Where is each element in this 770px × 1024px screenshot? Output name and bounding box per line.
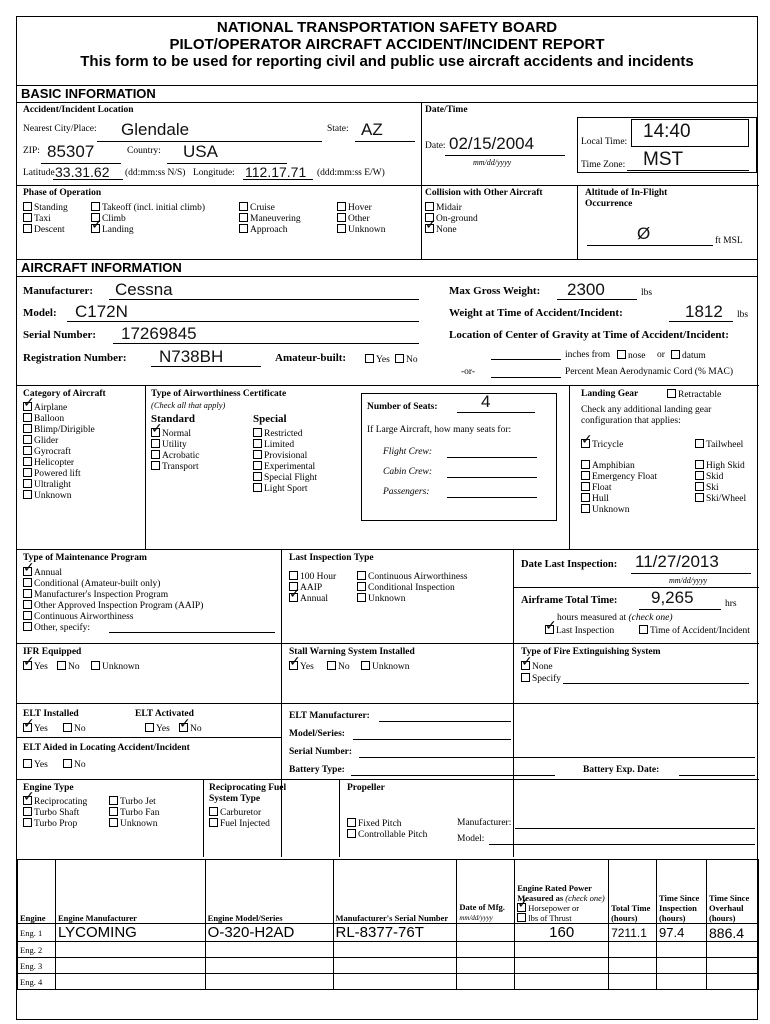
manufacturer-value[interactable]: Cessna xyxy=(115,280,173,299)
gear-amphibian[interactable]: Amphibian xyxy=(581,460,635,472)
form-header xyxy=(17,19,757,70)
prop-controllable[interactable]: Controllable Pitch xyxy=(347,829,427,841)
ifr-yes[interactable]: ✓Yes xyxy=(23,661,48,673)
gear-unknown[interactable]: Unknown xyxy=(581,504,629,516)
engine-table-header xyxy=(18,860,759,924)
recip-label: Reciprocating Fuel xyxy=(209,783,287,793)
mgw-unit: lbs xyxy=(641,288,653,298)
category-glider[interactable]: Glider xyxy=(23,435,58,447)
elt-aided-label: ELT Aided in Locating Accident/Incident xyxy=(23,743,190,753)
large-aircraft-label: If Large Aircraft, how many seats for: xyxy=(367,425,512,435)
table-row: Eng. 1 LYCOMING O-320-H2AD RL-8377-76T 160 7211.1 97.4 886.4 xyxy=(18,924,759,942)
recip-fuel-injected[interactable]: Fuel Injected xyxy=(209,818,270,830)
gear-ski-wheel[interactable]: Ski/Wheel xyxy=(695,493,746,505)
amateur-label: Amateur-built: xyxy=(275,352,347,364)
altitude-label2: Occurrence xyxy=(585,199,633,209)
fire-label: Type of Fire Extinguishing System xyxy=(521,647,661,657)
weight-unit: lbs xyxy=(737,310,749,320)
header-line2: PILOT/OPERATOR AIRCRAFT ACCIDENT/INCIDENT REPORT xyxy=(169,36,605,53)
cg-inches: inches from xyxy=(565,350,611,360)
collision-on-ground[interactable]: On-ground xyxy=(425,213,478,225)
col-serial: Manufacturer's Serial Number xyxy=(333,860,457,924)
date-format: mm/dd/yyyy xyxy=(473,158,512,167)
standard-label: Standard xyxy=(151,413,196,425)
table-row: Eng. 2 xyxy=(18,942,759,958)
cg-nose[interactable]: nose xyxy=(617,350,645,362)
country-value[interactable]: USA xyxy=(183,142,218,161)
serial-value[interactable]: 17269845 xyxy=(121,324,197,343)
phase-cruise[interactable]: Cruise xyxy=(239,202,275,214)
elt-battery-exp-label: Battery Exp. Date: xyxy=(583,765,660,775)
engine-unknown[interactable]: Unknown xyxy=(109,818,157,830)
seats-value[interactable]: 4 xyxy=(481,392,491,411)
gear-hull[interactable]: Hull xyxy=(581,493,609,505)
category-helicopter[interactable]: Helicopter xyxy=(23,457,74,469)
location-label: Accident/Incident Location xyxy=(23,105,134,115)
state-label: State: xyxy=(327,124,349,134)
insp-annual[interactable]: ✓Annual xyxy=(289,593,328,605)
date-value[interactable]: 02/15/2004 xyxy=(449,134,535,153)
special-restricted[interactable]: Restricted xyxy=(253,428,303,440)
gear-float[interactable]: Float xyxy=(581,482,612,494)
special-experimental[interactable]: Experimental xyxy=(253,461,315,473)
altitude-unit: ft MSL xyxy=(715,236,743,246)
aftt-value[interactable]: 9,265 xyxy=(651,588,694,607)
special-limited[interactable]: Limited xyxy=(253,439,294,451)
stall-yes[interactable]: ✓Yes xyxy=(289,661,314,673)
col-power: Engine Rated Power Measured as (check one) ✓Horsepower or lbs of Thrust xyxy=(515,860,609,924)
gear-label: Landing Gear xyxy=(581,389,639,399)
passengers-label: Passengers: xyxy=(383,487,430,497)
country-label: Country: xyxy=(127,146,161,156)
insp-unknown[interactable]: Unknown xyxy=(357,593,405,605)
maint-other[interactable]: Other, specify: xyxy=(23,622,90,634)
elt-serial-label: Serial Number: xyxy=(289,747,353,757)
date-label: Date: xyxy=(425,141,446,151)
engine-table xyxy=(17,859,759,990)
category-label: Category of Aircraft xyxy=(23,389,106,399)
table-row: Eng. 3 xyxy=(18,958,759,974)
cg-mac: Percent Mean Aerodynamic Cord (% MAC) xyxy=(565,367,734,377)
amateur-no[interactable]: No xyxy=(395,354,418,366)
lon-format: (ddd:mm:ss E/W) xyxy=(317,168,385,178)
cg-or2: -or- xyxy=(461,367,476,377)
standard-normal[interactable]: ✓Normal xyxy=(151,428,191,440)
aftt-last-inspection[interactable]: ✓Last Inspection xyxy=(545,625,614,637)
special-provisional[interactable]: Provisional xyxy=(253,450,307,462)
elt-activated-yes[interactable]: Yes xyxy=(145,723,170,735)
col-engine-mfr: Engine Manufacturer xyxy=(55,860,205,924)
header-line3: This form to be used for reporting civil and public use aircraft accidents and incidents xyxy=(80,53,694,70)
gear-ski[interactable]: Ski xyxy=(695,482,719,494)
category-ultralight[interactable]: Ultralight xyxy=(23,479,71,491)
standard-acrobatic[interactable]: Acrobatic xyxy=(151,450,199,462)
engine-turbo-jet[interactable]: Turbo Jet xyxy=(109,796,156,808)
weight-value[interactable]: 1812 xyxy=(685,302,723,321)
cg-label: Location of Center of Gravity at Time of Accident/Incident: xyxy=(449,329,729,341)
phase-climb[interactable]: Climb xyxy=(91,213,126,225)
model-label: Model: xyxy=(23,307,57,319)
prop-fixed[interactable]: Fixed Pitch xyxy=(347,818,402,830)
insp-aaip[interactable]: AAIP xyxy=(289,582,322,594)
recip-label2: System Type xyxy=(209,794,261,804)
phase-standing[interactable]: Standing xyxy=(23,202,68,214)
category-gyrocraft[interactable]: Gyrocraft xyxy=(23,446,71,458)
standard-transport[interactable]: Transport xyxy=(151,461,199,473)
special-flight[interactable]: Special Flight xyxy=(253,472,317,484)
elt-aided-yes[interactable]: Yes xyxy=(23,759,48,771)
altitude-label: Altitude of In-Flight xyxy=(585,188,668,198)
gear-retractable[interactable]: Retractable xyxy=(667,389,721,401)
stall-unknown[interactable]: Unknown xyxy=(361,661,409,673)
lat-label: Latitude xyxy=(23,168,55,178)
dli-value[interactable]: 11/27/2013 xyxy=(635,552,719,571)
header-line1: NATIONAL TRANSPORTATION SAFETY BOARD xyxy=(216,19,558,36)
engine-turbo-shaft[interactable]: Turbo Shaft xyxy=(23,807,79,819)
altitude-value[interactable]: Ø xyxy=(637,224,651,243)
aftt-label: Airframe Total Time: xyxy=(521,595,618,606)
timezone-value[interactable]: MST xyxy=(643,149,684,170)
timezone-label: Time Zone: xyxy=(581,160,626,170)
phase-descent[interactable]: Descent xyxy=(23,224,65,236)
insp-continuous[interactable]: Continuous Airworthiness xyxy=(357,571,468,583)
phase-landing[interactable]: ✓ Landing xyxy=(91,224,134,236)
lon-value[interactable]: 112.17.71 xyxy=(245,164,307,180)
standard-utility[interactable]: Utility xyxy=(151,439,187,451)
lon-label: Longitude: xyxy=(193,168,235,178)
table-row: Eng. 4 xyxy=(18,974,759,990)
engine-turbo-fan[interactable]: Turbo Fan xyxy=(109,807,160,819)
ifr-unknown[interactable]: Unknown xyxy=(91,661,139,673)
aftt-note: hours measured at (check one) xyxy=(557,613,673,623)
insp-100-hour[interactable]: 100 Hour xyxy=(289,571,336,583)
datetime-label: Date/Time xyxy=(425,105,468,115)
category-balloon[interactable]: Balloon xyxy=(23,413,64,425)
special-light-sport[interactable]: Light Sport xyxy=(253,483,308,495)
seats-label: Number of Seats: xyxy=(367,402,438,412)
engine-type-label: Engine Type xyxy=(23,783,74,793)
cabin-crew-label: Cabin Crew: xyxy=(383,467,432,477)
gear-tricycle[interactable]: ✓Tricycle xyxy=(581,439,623,451)
ifr-no[interactable]: No xyxy=(57,661,80,673)
phase-taxi[interactable]: Taxi xyxy=(23,213,51,225)
basic-info-band: BASIC INFORMATION xyxy=(17,85,757,103)
maint-continuous[interactable]: Continuous Airworthiness xyxy=(23,611,134,623)
weight-label: Weight at Time of Accident/Incident: xyxy=(449,307,623,319)
collision-midair[interactable]: Midair xyxy=(425,202,462,214)
elt-activated-label: ELT Activated xyxy=(135,709,194,719)
lat-format: (dd:mm:ss N/S) xyxy=(125,168,186,178)
col-time-since-ovh: Time Since Overhaul (hours) xyxy=(707,860,759,924)
cert-note: (Check all that apply) xyxy=(151,400,226,410)
zip-value[interactable]: 85307 xyxy=(47,142,95,161)
fire-none[interactable]: ✓None xyxy=(521,661,553,673)
phase-takeoff[interactable]: Takeoff (incl. initial climb) xyxy=(91,202,205,214)
city-label: Nearest City/Place: xyxy=(23,124,97,134)
category-airplane[interactable]: ✓Airplane xyxy=(23,402,67,414)
serial-label: Serial Number: xyxy=(23,329,97,341)
gear-tailwheel[interactable]: Tailwheel xyxy=(695,439,743,451)
prop-model-label: Model: xyxy=(457,834,485,844)
zip-label: ZIP: xyxy=(23,146,40,156)
elt-installed-label: ELT Installed xyxy=(23,709,79,719)
maint-aaip[interactable]: Other Approved Inspection Program (AAIP) xyxy=(23,600,203,612)
collision-label: Collision with Other Aircraft xyxy=(425,188,543,198)
col-time-since-insp: Time Since Inspection (hours) xyxy=(657,860,707,924)
col-total-time: Total Time (hours) xyxy=(609,860,657,924)
manufacturer-label: Manufacturer: xyxy=(23,285,94,297)
phase-approach[interactable]: Approach xyxy=(239,224,287,236)
cg-or: or xyxy=(657,350,665,360)
city-value[interactable]: Glendale xyxy=(121,120,190,139)
cert-label: Type of Airworthiness Certificate xyxy=(151,389,287,399)
col-date-mfg: Date of Mfg. mm/dd/yyyy xyxy=(457,860,515,924)
phase-maneuvering[interactable]: Maneuvering xyxy=(239,213,301,225)
fire-specify[interactable]: Specify xyxy=(521,673,561,685)
state-value[interactable]: AZ xyxy=(361,120,383,139)
lat-value[interactable]: 33.31.62 xyxy=(55,164,110,180)
phase-hover[interactable]: Hover xyxy=(337,202,372,214)
col-engine-model: Engine Model/Series xyxy=(205,860,333,924)
special-label: Special xyxy=(253,413,287,425)
cg-datum[interactable]: datum xyxy=(671,350,706,362)
category-powered-lift[interactable]: Powered lift xyxy=(23,468,81,480)
last-insp-label: Last Inspection Type xyxy=(289,553,374,563)
prop-mfr-label: Manufacturer: xyxy=(457,818,512,828)
recip-carburetor[interactable]: Carburetor xyxy=(209,807,261,819)
elt-aided-no[interactable]: No xyxy=(63,759,86,771)
mgw-value[interactable]: 2300 xyxy=(567,280,605,299)
aftt-time-of-accident[interactable]: Time of Accident/Incident xyxy=(639,625,750,637)
maint-annual[interactable]: ✓Annual xyxy=(23,567,62,579)
mgw-label: Max Gross Weight: xyxy=(449,285,541,297)
stall-label: Stall Warning System Installed xyxy=(289,647,415,657)
elt-model-label: Model/Series: xyxy=(289,729,345,739)
prop-label: Propeller xyxy=(347,783,385,793)
phase-other[interactable]: Other xyxy=(337,213,370,225)
engine-turbo-prop[interactable]: Turbo Prop xyxy=(23,818,77,830)
gear-high-skid[interactable]: High Skid xyxy=(695,460,745,472)
registration-value[interactable]: N738BH xyxy=(159,347,224,366)
gear-emergency-float[interactable]: Emergency Float xyxy=(581,471,657,483)
engine-reciprocating[interactable]: ✓Reciprocating xyxy=(23,796,87,808)
col-engine: Engine xyxy=(18,860,56,924)
aftt-unit: hrs xyxy=(725,599,737,609)
registration-label: Registration Number: xyxy=(23,352,127,364)
gear-note1: Check any additional landing gear xyxy=(581,405,712,415)
maint-conditional[interactable]: Conditional (Amateur-built only) xyxy=(23,578,160,590)
elt-installed-no[interactable]: No xyxy=(63,723,86,735)
ifr-label: IFR Equipped xyxy=(23,647,82,657)
collision-none[interactable]: ✓None xyxy=(425,224,457,236)
aircraft-info-band: AIRCRAFT INFORMATION xyxy=(17,259,757,277)
dli-label: Date Last Inspection: xyxy=(521,559,618,570)
elt-activated-no[interactable]: ✓ No xyxy=(179,723,202,735)
category-blimp[interactable]: Blimp/Dirigible xyxy=(23,424,95,436)
stall-no[interactable]: No xyxy=(327,661,350,673)
localtime-label: Local Time: xyxy=(581,137,628,147)
maint-manufacturer[interactable]: Manufacturer's Inspection Program xyxy=(23,589,168,601)
elt-mfr-label: ELT Manufacturer: xyxy=(289,711,370,721)
phase-label: Phase of Operation xyxy=(23,188,102,198)
localtime-value[interactable]: 14:40 xyxy=(643,121,691,142)
insp-conditional[interactable]: Conditional Inspection xyxy=(357,582,455,594)
maint-label: Type of Maintenance Program xyxy=(23,553,147,563)
gear-note2: configuration that applies: xyxy=(581,416,681,426)
amateur-yes[interactable]: Yes xyxy=(365,354,390,366)
category-unknown[interactable]: Unknown xyxy=(23,490,71,502)
flight-crew-label: Flight Crew: xyxy=(383,447,432,457)
model-value[interactable]: C172N xyxy=(75,302,128,321)
elt-battery-label: Battery Type: xyxy=(289,765,345,775)
gear-skid[interactable]: Skid xyxy=(695,471,723,483)
accident-report-form xyxy=(16,16,758,1020)
elt-installed-yes[interactable]: ✓Yes xyxy=(23,723,48,735)
dli-format: mm/dd/yyyy xyxy=(669,576,708,585)
phase-unknown[interactable]: Unknown xyxy=(337,224,385,236)
